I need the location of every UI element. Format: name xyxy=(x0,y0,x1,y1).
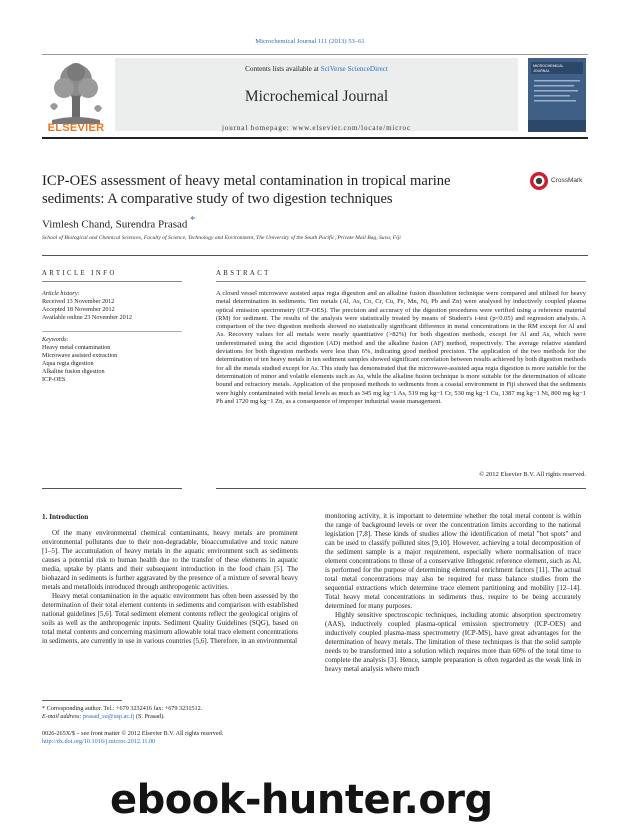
journal-homepage[interactable]: journal homepage: www.elsevier.com/locate/microc xyxy=(222,124,411,132)
email-label: E-mail address: xyxy=(42,713,82,720)
history-label: Article history: xyxy=(42,290,80,297)
watermark: ebook-hunter.org xyxy=(110,777,493,823)
footnote-email-line xyxy=(42,713,298,721)
article-title-line-1: ICP-OES assessment of heavy metal contamination in tropical marine xyxy=(42,173,451,189)
article-history xyxy=(42,290,182,322)
corresponding-author-footnote xyxy=(42,705,298,721)
accepted-date: Accepted 18 November 2012 xyxy=(42,306,115,313)
keywords-divider xyxy=(42,331,182,332)
article-title xyxy=(42,172,502,208)
crossmark-icon xyxy=(529,171,549,191)
corresponding-author-mark[interactable]: * xyxy=(190,215,196,226)
received-date: Received 13 November 2012 xyxy=(42,298,115,305)
abstract-heading: ABSTRACT xyxy=(216,270,271,277)
keyword: ICP-OES xyxy=(42,376,66,383)
crossmark-badge[interactable] xyxy=(529,171,599,191)
article-title-line-2: sediments: A comparative study of two digestion techniques xyxy=(42,191,393,207)
email-suffix: (S. Prasad). xyxy=(135,713,165,720)
intro-paragraph-4: Highly sensitive spectroscopic techniques, including atomic absorption spectrometry (AAS), inductively coupled plasma-optical emission spectrometry (ICP-OES) and inductively coupled plasma-mass spectrometry (ICP-MS), have great advantages for the determination of heavy metals. The limitation of these techniques is that the solid sample needs to be transformed into a solution which requires more than 60% of the total time to complete the analysis [3]. Hence, sample preparation is often regarded as the weak link in heavy metal analysis where much xyxy=(325,611,581,673)
article-info-bottom-rule xyxy=(42,488,182,489)
keywords xyxy=(42,336,182,384)
article-info-divider xyxy=(42,281,182,282)
keyword: Alkaline fusion digestion xyxy=(42,368,105,375)
keyword: Microwave assisted extraction xyxy=(42,352,118,359)
header-divider xyxy=(42,255,588,256)
abstract-text: A closed vessel microwave assisted aqua regia digestion and an alkaline fusion dissolution technique were compared and utilised for heavy metal determination in sediments. Ten metals (Al, As, Co, Cr, Cu, Fe, Mn, Ni, Pb and Zn) were analysed by inductively coupled plasma optical emission spectrometry (ICP-OES). The precision and accuracy of the digestion procedures were verified using a reference material (RM) for sediment. The results of the analysis were statistically treated by means of Student's t-test (p<0.05) and regression analysis. A comparison of the two digestion methods showed no statistically significant difference in metal concentrations in the RM except for Al and As. Recovery values for all metals were nearly quantitative (>82%) for both digestion methods, except for Al and As, which were underestimated using the acid digestion (AD) method and the alkaline fusion (AF) method, respectively. The average relative standard deviations for both digestion methods were less than 6%, indicating good method precision. The application of the two methods for the determination of ten heavy metals in ten sediment samples showed significant correlation between results achieved by both digestion methods for all the metals studied except for As. This study has demonstrated that the microwave-assisted aqua regia digestion is more suitable for the determination of minor and volatile elements such as As, while the alkaline fusion technique is more suitable for the determination of silicate bound and refractory metals. Application of the proposed methods to sediments from a coastal environment in Fiji showed that the sediments were highly contaminated with metal levels as much as 345 mg kg−1 As, 519 mg kg−1 Cr, 530 mg kg−1 Cu, 1387 mg kg−1 Ni, 800 mg kg−1 Pb and 1720 mg kg−1 Zn, as a consequence of improper industrial waste management. xyxy=(216,290,586,405)
footnote-contact: * Corresponding author. Tel.: +679 3232416 fax: +679 3231512. xyxy=(42,705,203,712)
sciencedirect-link[interactable]: SciVerse ScienceDirect xyxy=(320,65,388,73)
contents-availability xyxy=(115,65,518,73)
affiliation: School of Biological and Chemical Sciences, Faculty of Science, Technology and Environment, The University of the South Pacific, Private Mail Bag, Suva, Fiji xyxy=(42,235,401,241)
introduction-heading: 1. Introduction xyxy=(42,513,89,521)
issn-line: 0026-265X/$ – see front matter © 2012 Elsevier B.V. All rights reserved. xyxy=(42,730,224,737)
online-date: Available online 23 November 2012 xyxy=(42,314,132,321)
contents-prefix: Contents lists available at xyxy=(245,65,321,73)
body-column-right xyxy=(325,512,581,674)
journal-reference[interactable]: Microchemical Journal 111 (2013) 53–61 xyxy=(255,38,365,45)
elsevier-wordmark: ELSEVIER xyxy=(47,122,105,134)
body-column-left xyxy=(42,529,298,646)
elsevier-logo xyxy=(42,58,110,136)
keyword: Aqua regia digestion xyxy=(42,360,94,367)
abstract-bottom-rule xyxy=(216,488,586,489)
doi-link[interactable]: http://dx.doi.org/10.1016/j.microc.2012.11.00 xyxy=(42,738,156,745)
authors-names: Vimlesh Chand, Surendra Prasad xyxy=(42,218,188,231)
footnote-rule xyxy=(42,700,122,701)
keywords-label: Keywords: xyxy=(42,336,69,343)
cover-journal-name: MICROCHEMICAL JOURNAL xyxy=(533,64,564,73)
abstract-copyright: © 2012 Elsevier B.V. All rights reserved. xyxy=(479,471,586,478)
email-link[interactable]: prasad_su@usp.ac.fj xyxy=(83,713,135,720)
front-matter xyxy=(42,730,298,746)
intro-paragraph-1: Of the many environmental chemical contaminants, heavy metals are prominent environmental pollutants due to their non-degradable, bioaccumulative and toxic nature [1–5]. The accumulation of heavy metals in the aquatic environment such as sediments causes a potential risk to human health due to the transfer of these elements in aquatic media, uptake by plants and their subsequent introduction in the food chain [5]. The biohazard in sediments is further aggravated by the presence of a mixture of several heavy metals and metalloids introduced through anthropogenic activities. xyxy=(42,529,298,591)
keyword: Heavy metal contamination xyxy=(42,344,111,351)
crossmark-label: CrossMark xyxy=(551,177,583,184)
journal-title: Microchemical Journal xyxy=(244,88,389,105)
journal-cover-thumbnail xyxy=(528,58,586,132)
author-list xyxy=(42,215,195,231)
abstract-divider xyxy=(216,281,586,282)
intro-paragraph-2: Heavy metal contamination in the aquatic environment has often been assessed by the determination of their total element contents in sediments and comparison with established national guidelines [5,6]. Total sediment element contents reflect the geological origins of soils as well as the anthropogenic inputs. Sediment Quality Guidelines (SQG), based on total metal contents and concerning maximum allowable total trace element concentrations in sediments, are currently in use in various countries [5,6]. Therefore, in an environmental xyxy=(42,592,298,645)
intro-paragraph-3: monitoring activity, it is important to determine whether the total metal content is within the range of background levels or over the concentration limits according to the national legislation [7,8]. These kinds of studies allow the identification of metal "hot spots" and can be used to classify polluted sites [9,10]. However, achieving a total decomposition of the sediment sample is a major requirement, especially where normalisation of trace element concentrations to those of a conservative lithogenic reference element, such as Al, is performed for the purpose of determining elemental enrichment factors [11]. The actual total metal concentrations may also be required for mass balance studies from the sequential extractions which determine trace element partitioning and mobility [12–14]. Total heavy metal concentrations in sediments thus, require to be being accurately determined for many purposes. xyxy=(325,512,581,610)
article-info-heading: ARTICLE INFO xyxy=(42,270,117,277)
